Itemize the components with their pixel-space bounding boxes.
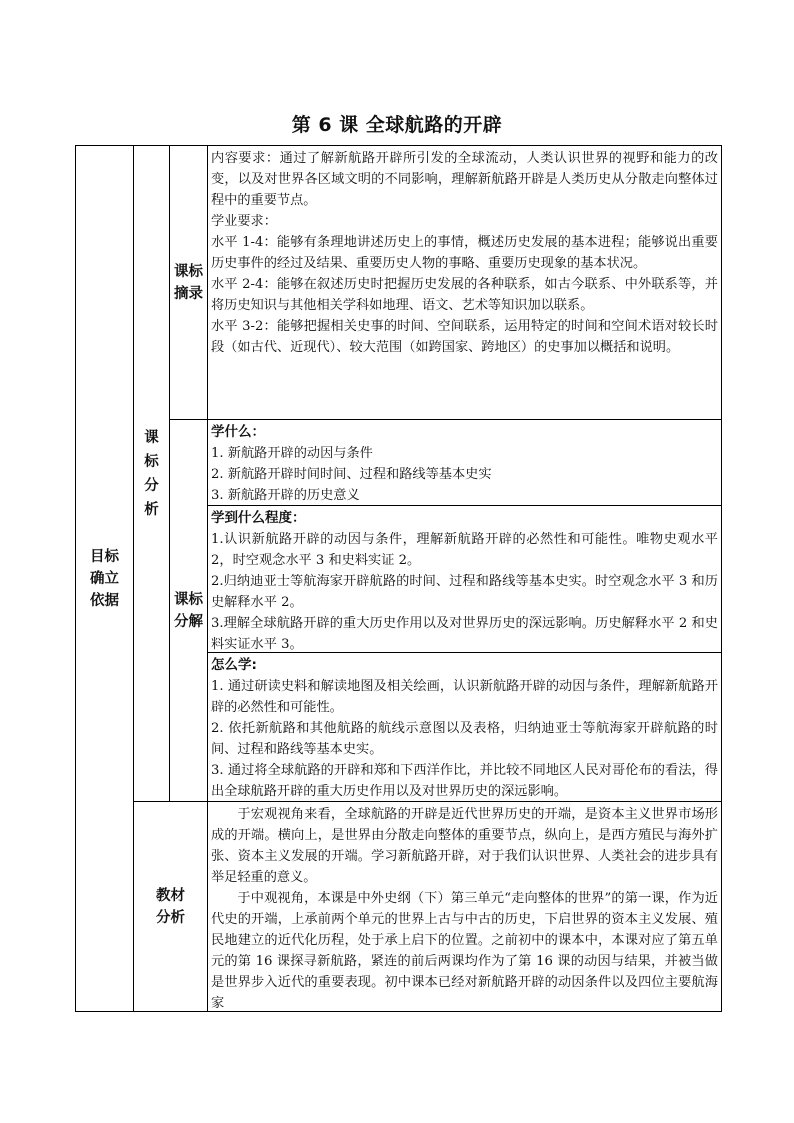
zhailu-content-req: 内容要求：通过了解新航路开辟所引发的全球流动，人类认识世界的视野和能力的改变，以及对世界各区域文明的不同影响，理解新航路开辟是人类历史从分散走向整体过程中的重要节点。 (211, 151, 718, 208)
xue-shenme-head: 学什么： (211, 424, 265, 440)
cell-jiaocai-fenxi (208, 802, 722, 1012)
xuedao-chengdu-head: 学到什么程度： (211, 510, 306, 526)
zenme-xue-item: 3. 通过将全球航路的开辟和郑和下西洋作比，并比较不同地区人民对哥伦布的看法，得出全球航路开辟的重大历史作用以及对世界历史的深远影响。 (211, 763, 718, 799)
zhailu-level-2-4: 水平 2-4：能够在叙述历史时把握历史发展的各种联系，如古今联系、中外联系等，并将历史知识与其他相关学科如地理、语文、艺术等知识加以联系。 (211, 277, 718, 313)
page-title: 第 6 课 全球航路的开辟 (291, 114, 503, 136)
xuedao-chengdu-item: 2.归纳迪亚士等航海家开辟航路的时间、过程和路线等基本史实。时空观念水平 3 和历史解释水平 2。 (211, 574, 718, 610)
label-kebiao-fenxi-text: 课 标 分 析 (144, 429, 159, 518)
xue-shenme-item: 3. 新航路开辟的历史意义 (211, 488, 360, 503)
xue-shenme-item: 1. 新航路开辟的动因与条件 (211, 446, 373, 461)
label-kebiao-zhailu (170, 146, 208, 420)
zenme-xue-item: 2. 依托新航路和其他航路的航线示意图以及表格，归纳迪亚士等航海家开辟航路的时间、过程和路线等基本史实。 (211, 721, 718, 757)
label-kebiao-fenjie (170, 420, 208, 802)
label-kebiao-fenjie-text: 课标 分解 (174, 591, 203, 630)
zenme-xue-head: 怎么学: (211, 657, 257, 673)
lesson-plan-table (75, 145, 722, 1012)
cell-xue-shenme (208, 420, 722, 506)
label-kebiao-zhailu-text: 课标 摘录 (174, 263, 203, 302)
zenme-xue-item: 1. 通过研读史料和解读地图及相关绘画，认识新航路开辟的动因与条件，理解新航路开辟的必然性和可能性。 (211, 679, 718, 715)
cell-kebiao-zhailu (208, 146, 722, 420)
xue-shenme-item: 2. 新航路开辟时间时间、过程和路线等基本史实 (211, 467, 492, 482)
label-jiaocai-fenxi-text: 教材 分析 (156, 887, 185, 926)
zhailu-level-3-2: 水平 3-2：能够把握相关史事的时间、空间联系，运用特定的时间和空间术语对较长时段（如古代、近现代）、较大范围（如跨国家、跨地区）的史事加以概括和说明。 (211, 319, 718, 355)
cell-xuedao-chengdu (208, 506, 722, 653)
label-jiaocai-fenxi (134, 802, 208, 1012)
label-kebiao-fenxi (134, 146, 170, 802)
jiaocai-paragraph: 于中观视角，本课是中外史纲（下）第三单元“走向整体的世界”的第一课，作为近代史的开端，上承前两个单元的世界上古与中古的历史，下启世界的资本主义发展、殖民地建立的近代化历程，处于承上启下的位置。之前初中的课本中，本课对应了第五单元的第 16 课探寻新航路，紧连的前后两课均作为了第 16 课的动因与结果，并被当做是世界步入近代的重要表现。初中课本已经对新航路开辟的动因条件以及四位主要航海家 (211, 891, 718, 1011)
zhailu-level-1-4: 水平 1-4：能够有条理地讲述历史上的事情，概述历史发展的基本进程；能够说出重要历史事件的经过及结果、重要历史人物的事略、重要历史现象的基本状况。 (211, 235, 718, 271)
label-mubiao-queli-yiju (76, 146, 134, 1012)
xuedao-chengdu-item: 1.认识新航路开辟的动因与条件，理解新航路开辟的必然性和可能性。唯物史观水平 2，时空观念水平 3 和史料实证 2。 (211, 532, 718, 568)
cell-zenme-xue (208, 653, 722, 802)
label-outer-text: 目标 确立 依据 (90, 548, 119, 609)
jiaocai-paragraph: 于宏观视角来看，全球航路的开辟是近代世界历史的开端，是资本主义世界市场形成的开端。横向上，是世界由分散走向整体的重要节点，纵向上，是西方殖民与海外扩张、资本主义发展的开端。学习新航路开辟，对于我们认识世界、人类社会的进步具有举足轻重的意义。 (211, 807, 718, 885)
zhailu-xueye-head: 学业要求： (211, 214, 277, 229)
xuedao-chengdu-item: 3.理解全球航路开辟的重大历史作用以及对世界历史的深远影响。历史解释水平 2 和史料实证水平 3。 (211, 616, 718, 652)
